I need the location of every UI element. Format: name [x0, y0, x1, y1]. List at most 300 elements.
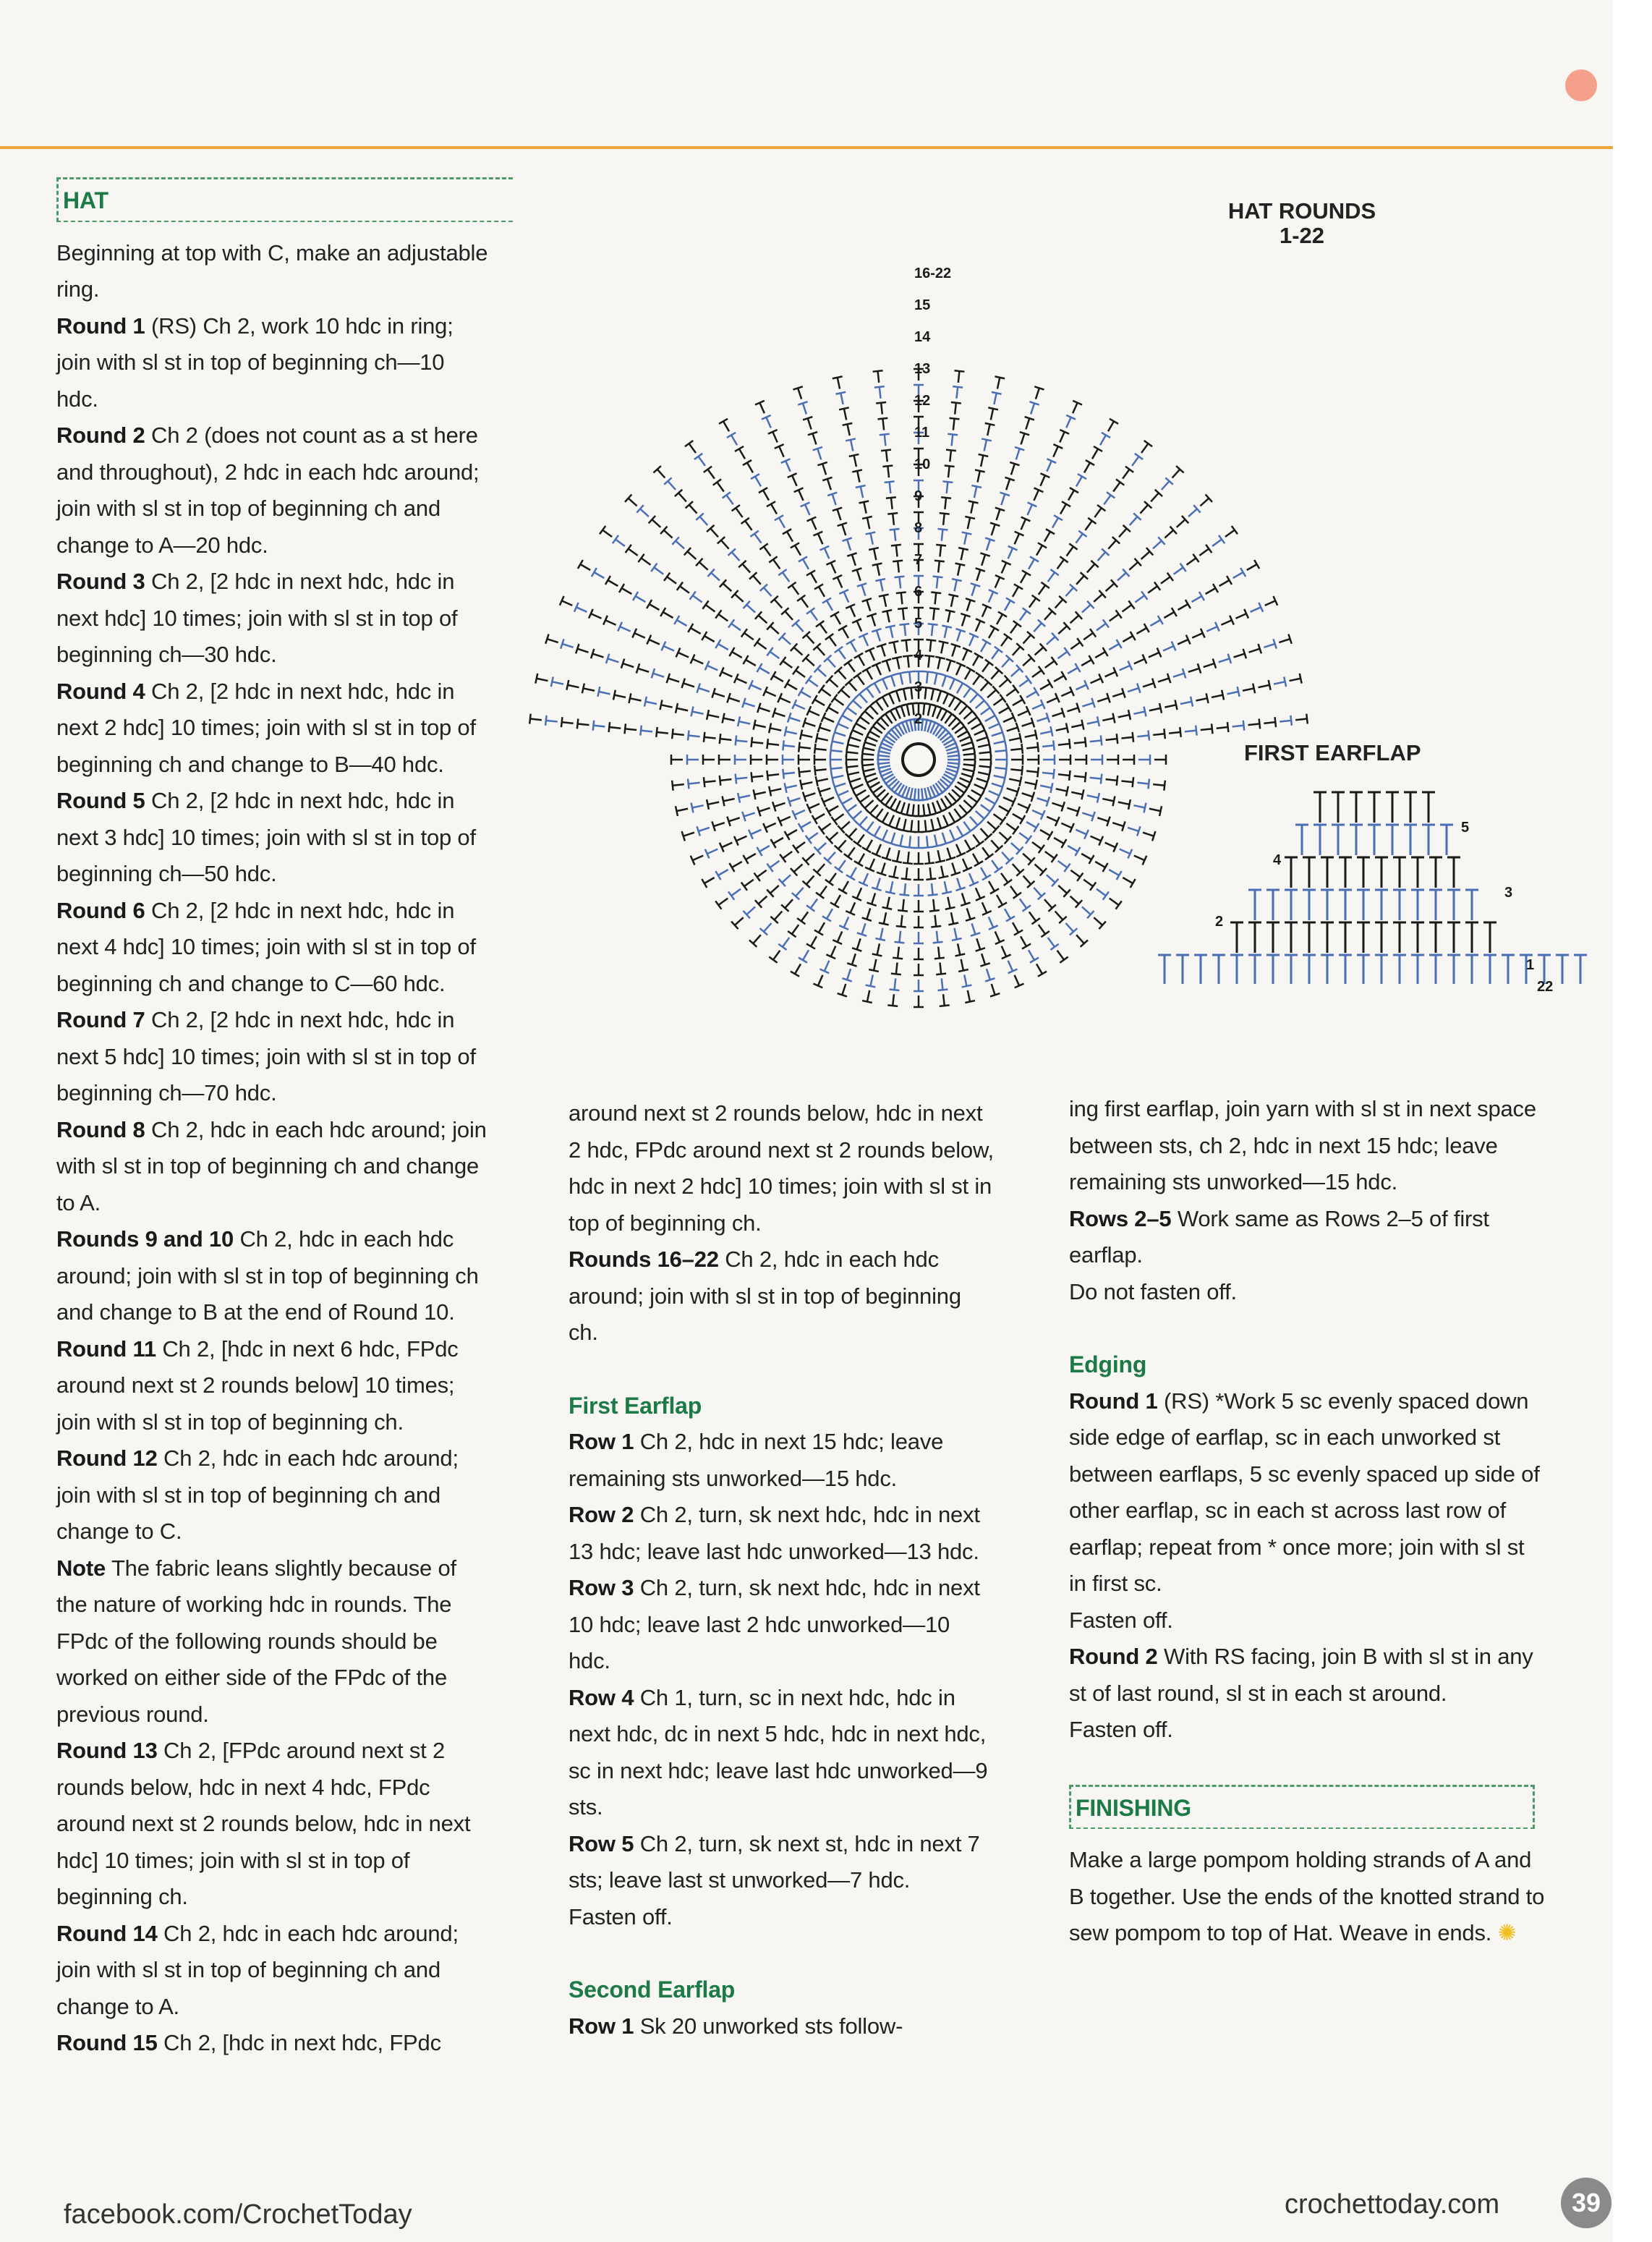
stitch-mark: [813, 864, 825, 876]
stitch-mark: [814, 755, 826, 765]
stitch-mark: [1290, 674, 1302, 684]
stitch-mark: [1025, 780, 1037, 790]
stitch-mark: [870, 826, 880, 838]
stitch-mark: [985, 423, 995, 436]
stitch-mark: [999, 676, 1011, 687]
stitch-mark: [1249, 644, 1261, 653]
stitch-mark: [1165, 700, 1177, 710]
stitch-mark: [1185, 726, 1197, 736]
stitch-mark: [869, 548, 879, 560]
stitch-mark: [664, 477, 676, 490]
stitch-mark: [1076, 572, 1088, 585]
stitch-mark: [702, 878, 714, 888]
stitch-mark: [1065, 585, 1077, 597]
stitch-mark: [778, 938, 789, 950]
stitch-mark: [1011, 665, 1023, 676]
earflap-row-stitch: [1332, 792, 1345, 823]
earflap-row-stitch: [1339, 890, 1352, 920]
stitch-mark: [1026, 742, 1039, 752]
earflap-base-stitch: [1357, 955, 1370, 984]
stitch-mark: [1106, 776, 1118, 786]
stitch-mark: [981, 679, 992, 691]
page-number: 39: [1561, 2178, 1611, 2228]
earflap-base-stitch: [1502, 955, 1515, 984]
stitch-mark: [723, 797, 735, 807]
stitch-mark: [763, 823, 775, 833]
stitch-mark: [863, 822, 874, 834]
stitch-mark: [1112, 821, 1125, 831]
earflap-row-stitch: [1447, 890, 1460, 920]
stitch-mark: [989, 881, 999, 893]
stitch-mark: [754, 789, 766, 799]
stitch-mark: [958, 548, 968, 560]
stitch-mark: [752, 772, 764, 782]
earflap-base-stitch: [1285, 955, 1298, 984]
stitch-mark: [1087, 716, 1099, 726]
stitch-mark: [1015, 447, 1024, 459]
stitch-mark: [1002, 852, 1013, 865]
stitch-mark: [865, 732, 877, 742]
stitch-mark: [997, 612, 1007, 624]
stitch-mark: [593, 721, 605, 731]
hat-round-14: Round 15 Ch 2, [hdc in next hdc, FPdc: [56, 2030, 441, 2055]
stitch-mark: [1119, 525, 1131, 538]
stitch-mark: [1135, 591, 1147, 602]
stitch-mark: [968, 501, 979, 513]
stitch-mark: [799, 755, 810, 765]
hat-round-13: Round 14 Ch 2, hdc in each hdc around; join with sl st in top of beginning ch and change to A.: [56, 1920, 459, 2019]
round-label: 10: [914, 457, 931, 472]
stitch-mark: [705, 849, 718, 859]
stitch-mark: [791, 964, 801, 976]
stitch-mark: [937, 978, 948, 990]
stitch-mark: [995, 745, 1007, 755]
stitch-mark: [945, 610, 955, 622]
stitch-mark: [704, 467, 715, 479]
stitch-mark: [712, 821, 724, 831]
footer-site-link[interactable]: crochettoday.com: [1285, 2189, 1500, 2220]
round-label: 4: [914, 647, 923, 663]
stitch-mark: [1232, 721, 1245, 731]
stitch-mark: [1121, 777, 1133, 787]
stitch-mark: [793, 842, 805, 853]
stitch-mark: [898, 688, 908, 700]
stitch-mark: [806, 676, 818, 687]
stitch-mark: [731, 917, 744, 929]
stitch-mark: [852, 938, 861, 951]
stitch-mark: [928, 883, 938, 896]
earflap-row-stitch: [1404, 825, 1417, 855]
stitch-mark: [755, 401, 765, 413]
stitch-mark: [852, 470, 862, 482]
stitch-mark: [744, 601, 756, 613]
stitch-mark: [819, 546, 829, 559]
stitch-mark: [707, 569, 720, 581]
stitch-mark: [589, 609, 601, 619]
hat-round-1: Round 2 Ch 2 (does not count as a st here and throughout), 2 hdc in each hdc around; join with sl st in top of beginning ch and change to A—20 hdc.: [56, 423, 480, 558]
stitch-mark: [799, 687, 811, 697]
stitch-mark: [1130, 513, 1141, 525]
earflap-row-stitch: [1429, 922, 1442, 953]
stitch-mark: [942, 626, 952, 638]
stitch-mark: [882, 466, 893, 478]
stitch-mark: [950, 830, 959, 842]
stitch-mark: [1151, 490, 1162, 502]
stitch-mark: [1035, 865, 1047, 876]
stitch-mark: [1090, 735, 1102, 745]
stitch-mark: [690, 591, 702, 602]
stitch-mark: [867, 727, 880, 737]
stitch-mark: [882, 897, 892, 909]
stitch-mark: [971, 923, 980, 935]
stitch-mark: [882, 659, 891, 671]
header-rule: [0, 146, 1613, 149]
stitch-mark: [713, 479, 724, 491]
stitch-mark: [723, 492, 733, 504]
stitch-mark: [1212, 690, 1224, 700]
stitch-mark: [876, 402, 886, 415]
stitch-mark: [715, 640, 728, 650]
stitch-mark: [963, 685, 974, 697]
stitch-mark: [712, 688, 724, 697]
stitch-mark: [846, 762, 859, 772]
stitch-mark: [582, 684, 595, 694]
stitch-mark: [625, 494, 637, 506]
stitch-mark: [1196, 693, 1208, 703]
earflap-row-stitch: [1285, 890, 1298, 920]
stitch-mark: [877, 863, 886, 875]
stitch-mark: [1003, 713, 1016, 722]
stitch-mark: [697, 683, 709, 692]
round-label: 6: [914, 584, 923, 600]
stitch-mark: [1295, 714, 1308, 724]
stitch-mark: [1058, 739, 1070, 749]
stitch-mark: [1044, 529, 1055, 541]
stitch-mark: [1132, 454, 1143, 466]
stitch-mark: [822, 477, 832, 490]
stitch-mark: [684, 548, 697, 559]
stitch-mark: [652, 668, 664, 678]
stitch-mark: [887, 833, 896, 845]
stitch-mark: [785, 679, 797, 689]
stitch-mark: [836, 791, 848, 800]
stitch-mark: [1076, 474, 1086, 486]
earflap-row-stitch: [1313, 792, 1327, 823]
stitch-mark: [644, 697, 657, 707]
stitch-mark: [890, 529, 900, 541]
earflap-row-4: Row 5 Ch 2, turn, sk next st, hdc in next 7 sts; leave last st unworked—7 hdc.: [569, 1830, 980, 1893]
stitch-mark: [981, 640, 991, 652]
stitch-mark: [664, 573, 676, 584]
stitch-mark: [840, 711, 852, 721]
edging-fasten-2: Fasten off.: [1069, 1717, 1173, 1742]
stitch-mark: [1034, 888, 1045, 900]
stitch-mark: [1120, 661, 1132, 670]
earflap-row-1: Row 2 Ch 2, turn, sk next hdc, hdc in next 13 hdc; leave last hdc unworked—13 hdc.: [569, 1502, 980, 1564]
stitch-mark: [649, 516, 661, 527]
stitch-mark: [1052, 515, 1063, 527]
stitch-mark: [914, 995, 924, 1007]
stitch-mark: [822, 797, 834, 807]
hat-intro: Beginning at top with C, make an adjustable ring.: [56, 239, 488, 302]
stitch-mark: [1091, 836, 1103, 846]
stitch-mark: [1029, 950, 1039, 962]
earflap-row-stitch: [1339, 857, 1352, 888]
stitch-mark: [742, 812, 754, 821]
page-edge: [1613, 0, 1652, 2242]
stitch-mark: [792, 810, 804, 820]
stitch-mark: [963, 648, 972, 661]
stitch-mark: [1137, 731, 1149, 741]
stitch-mark: [1029, 912, 1040, 924]
stitch-mark: [903, 655, 913, 668]
stitch-mark: [966, 598, 975, 611]
column-3: [1069, 1091, 1546, 1952]
stitch-mark: [948, 434, 958, 446]
earflap-title: FIRST EARFLAP: [1244, 740, 1421, 765]
stitch-mark: [1057, 951, 1068, 963]
stitch-mark: [578, 560, 590, 570]
stitch-mark: [914, 820, 924, 832]
stitch-mark: [626, 545, 638, 556]
stitch-mark: [1040, 726, 1052, 736]
stitch-mark: [965, 840, 975, 852]
stitch-mark: [749, 572, 761, 585]
stitch-mark: [751, 755, 762, 765]
stitch-mark: [1180, 697, 1193, 707]
stitch-mark: [770, 912, 782, 924]
stitch-mark: [1095, 862, 1107, 872]
earflap-row-stitch: [1483, 922, 1496, 953]
stitch-mark: [953, 386, 963, 399]
earflap-row-stitch: [1375, 922, 1388, 953]
earflap-row-stitch: [1357, 890, 1370, 920]
stitch-mark: [1010, 744, 1023, 754]
stitch-mark: [1158, 674, 1170, 683]
stitch-mark: [926, 867, 936, 880]
stitch-mark: [865, 859, 874, 871]
stitch-mark: [859, 633, 868, 645]
stitch-mark: [727, 693, 739, 702]
stitch-mark: [1056, 786, 1068, 797]
hat-round-9: Round 11 Ch 2, [hdc in next 6 hdc, FPdc around next st 2 rounds below] 10 times; join with sl st in top of beginning ch.: [56, 1336, 459, 1435]
hat-rounds-list: [56, 308, 490, 2062]
stitch-mark: [736, 735, 748, 745]
earflap-row-stitch: [1368, 825, 1381, 855]
stitch-mark: [1001, 634, 1012, 646]
stitch-mark: [862, 755, 874, 765]
stitch-mark: [921, 820, 931, 833]
stitch-mark: [999, 703, 1011, 713]
second-earflap-row1-cont: ing first earflap, join yarn with sl st in next space between sts, ch 2, hdc in next 15 hdc; leave remaining sts unworked—15 hdc.: [1069, 1096, 1536, 1194]
stitch-mark: [887, 513, 898, 525]
stitch-mark: [856, 691, 867, 703]
stitch-mark: [833, 575, 842, 587]
stitch-mark: [824, 852, 835, 865]
stitch-mark: [767, 622, 779, 634]
stitch-mark: [779, 633, 791, 645]
stitch-mark: [1015, 532, 1024, 544]
stitch-mark: [957, 826, 967, 838]
stitch-mark: [741, 629, 754, 640]
stitch-mark: [767, 886, 779, 897]
stitch-mark: [955, 943, 966, 956]
stitch-mark: [1188, 663, 1201, 673]
stitch-mark: [850, 811, 862, 823]
stitch-mark: [605, 576, 618, 586]
stitch-mark: [1007, 723, 1019, 732]
stitch-mark: [1027, 503, 1036, 515]
stitch-mark: [1107, 755, 1118, 765]
stitch-mark: [892, 657, 902, 669]
earflap-row-stitch: [1339, 922, 1352, 953]
stitch-mark: [806, 570, 817, 582]
stitch-mark: [994, 814, 1006, 825]
stitch-mark: [1047, 817, 1059, 826]
stitch-mark: [941, 674, 950, 687]
stitch-mark: [937, 706, 946, 718]
stitch-mark: [529, 714, 542, 724]
stitch-mark: [757, 846, 770, 856]
earflap-row-label: 2: [1215, 914, 1224, 930]
stitch-mark: [1068, 488, 1078, 500]
stitch-mark: [1192, 592, 1204, 602]
stitch-mark: [1094, 505, 1105, 517]
stitch-mark: [937, 529, 948, 541]
stitch-mark: [1061, 687, 1073, 696]
stitch-mark: [891, 706, 900, 718]
edging-heading: Edging: [1069, 1351, 1147, 1377]
stitch-mark: [1110, 610, 1122, 621]
earflap-row-stitch: [1313, 825, 1327, 855]
earflap-row-stitch: [1375, 890, 1388, 920]
stitch-mark: [1013, 695, 1025, 705]
stitch-mark: [1013, 922, 1023, 935]
stitch-mark: [946, 659, 955, 671]
stitch-mark: [1219, 654, 1231, 663]
earflap-base-stitch: [1574, 955, 1587, 984]
stitch-mark: [989, 917, 998, 929]
stitch-mark: [778, 569, 789, 582]
stitch-mark: [803, 632, 814, 644]
stitch-mark: [1021, 517, 1031, 530]
stitch-mark: [715, 610, 728, 621]
stitch-mark: [914, 804, 924, 816]
stitch-mark: [793, 386, 802, 399]
stitch-mark: [1123, 632, 1135, 642]
stitch-mark: [833, 782, 846, 791]
stitch-mark: [636, 663, 649, 673]
earflap-row-stitch: [1440, 825, 1453, 855]
stitch-mark: [1092, 446, 1102, 459]
stitch-mark: [778, 693, 790, 702]
stitch-mark: [691, 655, 703, 664]
stitch-mark: [729, 862, 741, 872]
stitch-mark: [857, 923, 867, 935]
stitch-mark: [940, 513, 950, 525]
stitch-mark: [1206, 622, 1219, 632]
stitch-mark: [785, 726, 797, 736]
stitch-mark: [1034, 620, 1045, 632]
earflap-row-stitch: [1447, 857, 1460, 888]
stitch-mark: [780, 657, 792, 668]
stitch-mark: [551, 676, 563, 687]
stitch-mark: [838, 984, 847, 996]
stitch-mark: [1029, 595, 1040, 608]
stitch-mark: [1040, 679, 1052, 689]
stitch-mark: [591, 649, 603, 658]
stitch-mark: [872, 844, 881, 857]
stitch-mark: [769, 786, 781, 797]
stitch-mark: [1118, 799, 1131, 810]
stitch-mark: [675, 490, 686, 502]
footer-facebook-link[interactable]: facebook.com/CrochetToday: [64, 2199, 412, 2230]
stitch-mark: [844, 847, 855, 859]
stitch-mark: [879, 912, 889, 925]
stitch-mark: [845, 828, 856, 841]
stitch-mark: [1212, 535, 1225, 546]
stitch-mark: [893, 947, 903, 959]
stitch-mark: [941, 497, 951, 509]
stitch-mark: [1225, 526, 1238, 537]
hat-round-0: Round 1 (RS) Ch 2, work 10 hdc in ring; join with sl st in top of beginning ch—10 hdc.: [56, 313, 454, 412]
stitch-mark: [894, 577, 904, 589]
stitch-mark: [676, 648, 689, 658]
earflap-row-stitch: [1321, 857, 1334, 888]
stitch-mark: [762, 415, 771, 428]
stitch-mark: [830, 612, 840, 624]
stitch-mark: [656, 727, 668, 737]
stitch-mark: [846, 604, 855, 616]
stitch-mark: [1040, 783, 1052, 793]
stitch-mark: [892, 850, 902, 862]
stitch-mark: [859, 873, 868, 886]
stitch-mark: [1087, 561, 1099, 573]
stitch-mark: [822, 909, 833, 921]
stitch-mark: [1011, 755, 1023, 765]
earflap-row-label: 5: [1461, 820, 1470, 836]
stitch-mark: [990, 523, 1000, 535]
stitch-mark: [1243, 684, 1255, 694]
stitch-mark: [662, 642, 674, 651]
stitch-mark: [846, 867, 856, 880]
stitch-mark: [1025, 730, 1037, 740]
stitch-mark: [955, 878, 965, 891]
stitch-mark: [812, 695, 825, 705]
stitch-mark: [894, 931, 904, 943]
stitch-mark: [994, 773, 1006, 784]
earflap-row-stitch: [1350, 825, 1363, 855]
stitch-mark: [1045, 852, 1057, 862]
stitch-mark: [633, 592, 645, 602]
stitch-mark: [783, 529, 793, 541]
stitch-mark: [1153, 729, 1165, 739]
stitch-mark: [1019, 676, 1031, 687]
stitch-mark: [1044, 899, 1056, 912]
stitch-mark: [1199, 545, 1212, 556]
stitch-mark: [1013, 584, 1023, 596]
stitch-mark: [1201, 723, 1213, 734]
stitch-mark: [1248, 718, 1260, 729]
stitch-mark: [896, 915, 906, 927]
stitch-mark: [952, 928, 962, 940]
stitch-mark: [1090, 774, 1102, 784]
stitch-mark: [660, 700, 672, 710]
stitch-mark: [1280, 716, 1292, 726]
stitch-mark: [1141, 441, 1152, 453]
stitch-mark: [885, 881, 895, 893]
stitch-mark: [1058, 886, 1070, 897]
